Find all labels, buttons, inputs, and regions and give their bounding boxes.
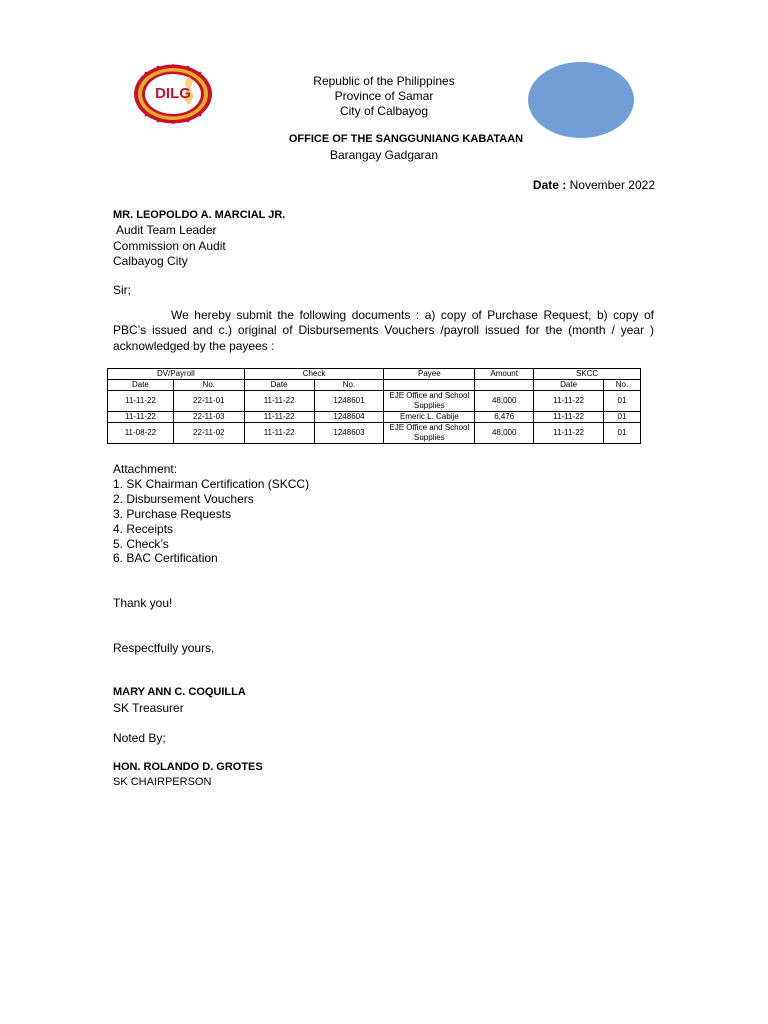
table-cell: EJE Office and School Supplies: [384, 391, 475, 412]
table-cell: Emeric L. Cabije: [384, 412, 475, 423]
office-title: OFFICE OF THE SANGGUNIANG KABATAAN: [288, 133, 524, 145]
table-cell: 22-11-01: [173, 391, 244, 412]
thanks-line: Thank you!: [113, 596, 173, 610]
subheader-cell: No.: [314, 380, 384, 391]
subheader-cell: [384, 380, 475, 391]
date-label: Date :: [532, 178, 567, 192]
addressee-title: Audit Team Leader: [116, 223, 217, 238]
salutation: Sir;: [113, 283, 131, 297]
table-cell: 11-11-22: [244, 391, 314, 412]
table-cell: 01: [604, 412, 641, 423]
subheader-cell: Date: [244, 380, 314, 391]
subheader-cell: No.: [604, 380, 641, 391]
table-cell: 48,000: [475, 423, 534, 444]
addressee-block: [113, 208, 285, 269]
table-group-header-row: [108, 369, 641, 380]
table-cell: 22-11-03: [173, 412, 244, 423]
signatory-chairperson-role: SK CHAIRPERSON: [113, 776, 212, 788]
list-item: 1. SK Chairman Certification (SKCC): [113, 476, 310, 491]
subheader-cell: Date: [108, 380, 174, 391]
barangay-name: Barangay Gadgaran: [329, 148, 439, 162]
table-cell: 11-11-22: [534, 423, 604, 444]
table-cell: 1248604: [314, 412, 384, 423]
header-skcc: SKCC: [534, 369, 641, 380]
table-sub-header-row: [108, 380, 641, 391]
list-item: 3. Purchase Requests: [113, 506, 232, 521]
letterhead: [0, 74, 768, 119]
logo-text: DILG: [155, 85, 191, 102]
table-cell: 01: [604, 391, 641, 412]
signatory-treasurer-role: SK Treasurer: [113, 701, 184, 715]
list-item: 5. Check’s: [113, 536, 169, 551]
date-line: [533, 178, 655, 192]
signatory-treasurer-name: MARY ANN C. COQUILLA: [113, 686, 246, 698]
table-cell: 11-11-22: [108, 391, 174, 412]
documents-table: [107, 368, 641, 444]
table-cell: 11-08-22: [108, 423, 174, 444]
list-item: 4. Receipts: [113, 521, 174, 536]
addressee-city: Calbayog City: [113, 253, 188, 268]
addressee-name: MR. LEOPOLDO A. MARCIAL JR.: [113, 209, 286, 221]
table-cell: 01: [604, 423, 641, 444]
table-cell: 1248601: [314, 391, 384, 412]
attachments-title: Attachment:: [113, 462, 178, 476]
table-row: [108, 412, 641, 423]
header-check: Check: [244, 369, 384, 380]
table-row: [108, 391, 641, 412]
table-cell: 11-11-22: [534, 391, 604, 412]
date-value: November 2022: [569, 178, 655, 192]
table-cell: 1248603: [314, 423, 384, 444]
table-cell: 11-11-22: [244, 412, 314, 423]
addressee-org: Commission on Audit: [113, 238, 226, 253]
subheader-cell: Date: [534, 380, 604, 391]
table-cell: 11-11-22: [108, 412, 174, 423]
list-item: 2. Disbursement Vouchers: [113, 491, 254, 506]
body-paragraph: We hereby submit the following documents : a) copy of Purchase Request, b) copy of PBC’s issued and c.) original of Disbursements Vouchers /payroll issued for the (month / year ) acknowledged by the payees :: [113, 308, 654, 353]
header-line-republic: Republic of the Philippines: [313, 74, 455, 88]
table-cell: 11-11-22: [244, 423, 314, 444]
header-amount: Amount: [475, 369, 534, 380]
signatory-chairperson-name: HON. ROLANDO D. GROTES: [113, 761, 263, 773]
table-cell: EJE Office and School Supplies: [384, 423, 475, 444]
closing-line: Respectfully yours,: [113, 641, 215, 655]
table-cell: 11-11-22: [534, 412, 604, 423]
table-cell: 48,000: [475, 391, 534, 412]
attachments-list: [113, 462, 309, 566]
noted-by-label: Noted By;: [113, 731, 166, 745]
header-dv-payroll: DV/Payroll: [108, 369, 245, 380]
table-cell: 6,476: [475, 412, 534, 423]
list-item: 6. BAC Certification: [113, 551, 218, 566]
table-row: [108, 423, 641, 444]
header-payee: Payee: [384, 369, 475, 380]
header-line-city: City of Calbayog: [339, 104, 429, 118]
table-cell: 22-11-02: [173, 423, 244, 444]
subheader-cell: No.: [173, 380, 244, 391]
header-line-province: Province of Samar: [334, 89, 434, 103]
subheader-cell: [475, 380, 534, 391]
